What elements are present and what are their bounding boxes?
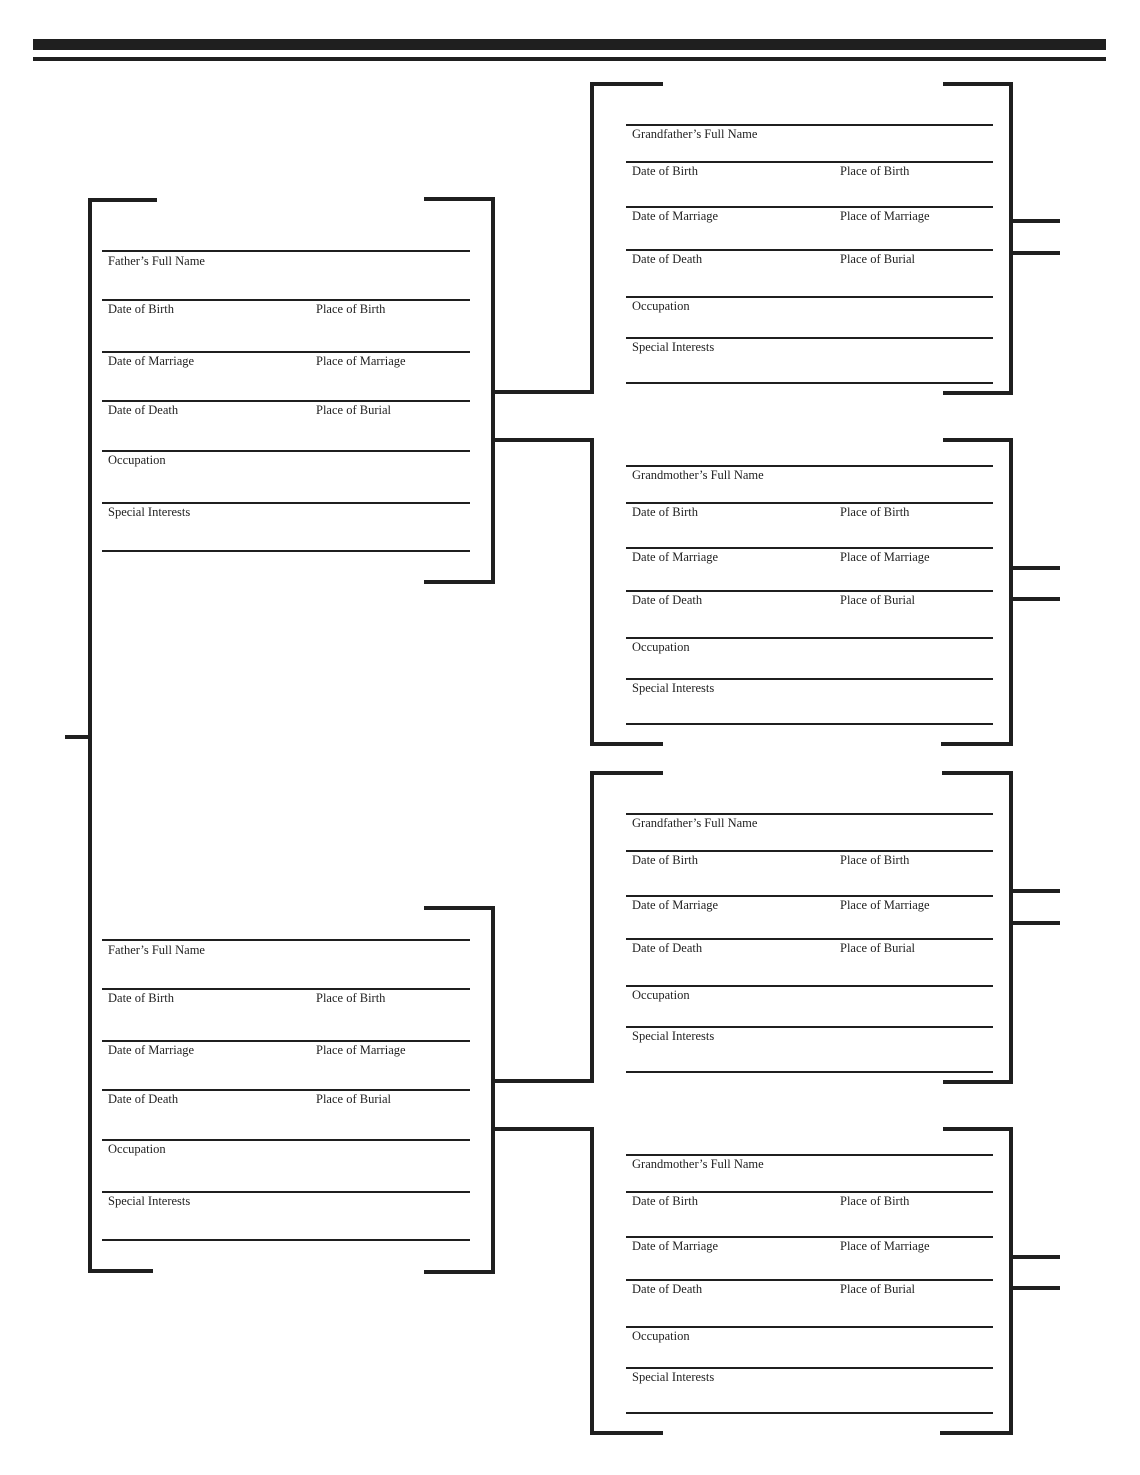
full-name-line xyxy=(102,939,470,941)
marriage-place-label: Place of Marriage xyxy=(840,209,930,223)
father2-link-grandfather xyxy=(491,1079,594,1083)
birth-date-label: Date of Birth xyxy=(632,853,698,867)
grandmother1-bracket-right-bottom-cap xyxy=(941,742,1013,746)
birth-place-label: Place of Birth xyxy=(316,991,386,1005)
marriage-date-label: Date of Marriage xyxy=(108,1043,195,1057)
grandfather-card xyxy=(626,124,993,386)
death-date-label: Date of Death xyxy=(632,252,703,266)
full-name-label: Grandmother’s Full Name xyxy=(632,468,764,482)
birth-date-label: Date of Birth xyxy=(632,1194,698,1208)
closing-line xyxy=(626,382,993,384)
marriage-line xyxy=(626,547,993,549)
birth-line xyxy=(626,161,993,163)
father2-bracket-top-cap xyxy=(424,906,495,910)
grandfather1-bracket-left-top-cap xyxy=(590,82,663,86)
death-date-label: Date of Death xyxy=(108,403,179,417)
death-date-label: Date of Death xyxy=(632,941,703,955)
grandfather1-bracket-left xyxy=(590,82,594,394)
grandfather1-link-upper xyxy=(1009,219,1060,223)
death-date-label: Date of Death xyxy=(632,1282,703,1296)
marriage-line xyxy=(102,351,470,353)
special-interests-label: Special Interests xyxy=(632,1029,715,1043)
special-interests-line xyxy=(102,502,470,504)
death-line xyxy=(626,249,993,251)
birth-line xyxy=(102,988,470,990)
occupation-label: Occupation xyxy=(632,299,690,313)
marriage-place-label: Place of Marriage xyxy=(316,1043,406,1057)
full-name-line xyxy=(626,1154,993,1156)
death-date-label: Date of Death xyxy=(632,593,703,607)
birth-date-label: Date of Birth xyxy=(632,164,698,178)
birth-place-label: Place of Birth xyxy=(840,853,910,867)
father1-link-grandmother xyxy=(491,438,594,442)
marriage-line xyxy=(626,206,993,208)
burial-place-label: Place of Burial xyxy=(316,403,391,417)
grandfather2-bracket-right-top-cap xyxy=(942,771,1013,775)
birth-date-label: Date of Birth xyxy=(108,302,174,316)
closing-line xyxy=(626,1071,993,1073)
occupation-label: Occupation xyxy=(632,988,690,1002)
grandmother1-link-upper xyxy=(1009,566,1060,570)
grandmother2-bracket-right-top-cap xyxy=(943,1127,1013,1131)
grandfather1-link-lower xyxy=(1009,251,1060,255)
grandmother2-bracket-left-bottom-cap xyxy=(590,1431,663,1435)
grandfather2-bracket-right-bottom-cap xyxy=(943,1080,1013,1084)
occupation-label: Occupation xyxy=(632,640,690,654)
marriage-place-label: Place of Marriage xyxy=(840,898,930,912)
grandfather1-bracket-right xyxy=(1009,82,1013,395)
special-interests-label: Special Interests xyxy=(108,1194,191,1208)
full-name-label: Grandmother’s Full Name xyxy=(632,1157,764,1171)
birth-line xyxy=(102,299,470,301)
grandfather2-link-upper xyxy=(1009,889,1060,893)
occupation-line xyxy=(626,637,993,639)
special-interests-label: Special Interests xyxy=(632,681,715,695)
grandmother1-bracket-left xyxy=(590,438,594,746)
special-interests-label: Special Interests xyxy=(108,505,191,519)
father2-bracket-right xyxy=(491,906,495,1274)
father1-link-grandfather xyxy=(491,390,594,394)
grandmother-card xyxy=(626,465,993,727)
marriage-place-label: Place of Marriage xyxy=(316,354,406,368)
grandmother2-bracket-left xyxy=(590,1127,594,1435)
full-name-line xyxy=(102,250,470,252)
father-card xyxy=(102,250,470,554)
marriage-date-label: Date of Marriage xyxy=(632,550,719,564)
special-interests-line xyxy=(102,1191,470,1193)
special-interests-line xyxy=(626,337,993,339)
birth-line xyxy=(626,1191,993,1193)
birth-line xyxy=(626,850,993,852)
grandmother1-bracket-right xyxy=(1009,438,1013,746)
marriage-date-label: Date of Marriage xyxy=(632,209,719,223)
marriage-place-label: Place of Marriage xyxy=(840,550,930,564)
grandfather-card xyxy=(626,813,993,1075)
death-line xyxy=(626,938,993,940)
father-card xyxy=(102,939,470,1243)
father2-link-grandmother xyxy=(491,1127,594,1131)
special-interests-line xyxy=(626,1367,993,1369)
father2-bracket-bottom-cap xyxy=(424,1270,495,1274)
special-interests-label: Special Interests xyxy=(632,340,715,354)
special-interests-line xyxy=(626,1026,993,1028)
father1-bracket-bottom-cap xyxy=(424,580,495,584)
birth-place-label: Place of Birth xyxy=(840,1194,910,1208)
marriage-line xyxy=(102,1040,470,1042)
grandmother2-link-lower xyxy=(1009,1286,1060,1290)
death-date-label: Date of Death xyxy=(108,1092,179,1106)
occupation-label: Occupation xyxy=(632,1329,690,1343)
grandfather1-bracket-right-top-cap xyxy=(943,82,1013,86)
marriage-place-label: Place of Marriage xyxy=(840,1239,930,1253)
death-line xyxy=(626,1279,993,1281)
header-thick-rule xyxy=(33,39,1106,50)
full-name-line xyxy=(626,124,993,126)
closing-line xyxy=(102,1239,470,1241)
grandmother2-bracket-right-bottom-cap xyxy=(940,1431,1013,1435)
grandfather2-bracket-left xyxy=(590,771,594,1083)
full-name-label: Father’s Full Name xyxy=(108,254,205,268)
grandmother1-bracket-left-bottom-cap xyxy=(590,742,663,746)
death-line xyxy=(102,400,470,402)
birth-place-label: Place of Birth xyxy=(840,505,910,519)
occupation-line xyxy=(102,1139,470,1141)
full-name-label: Grandfather’s Full Name xyxy=(632,127,758,141)
burial-place-label: Place of Burial xyxy=(840,941,915,955)
special-interests-line xyxy=(626,678,993,680)
occupation-line xyxy=(626,985,993,987)
grandmother1-bracket-right-top-cap xyxy=(943,438,1013,442)
marriage-line xyxy=(626,1236,993,1238)
closing-line xyxy=(626,723,993,725)
occupation-line xyxy=(102,450,470,452)
grandmother2-bracket-right xyxy=(1009,1127,1013,1435)
grandmother-card xyxy=(626,1154,993,1416)
grandfather1-bracket-right-bottom-cap xyxy=(943,391,1013,395)
birth-line xyxy=(626,502,993,504)
burial-place-label: Place of Burial xyxy=(840,252,915,266)
occupation-label: Occupation xyxy=(108,1142,166,1156)
occupation-line xyxy=(626,1326,993,1328)
grandfather2-bracket-right xyxy=(1009,771,1013,1084)
closing-line xyxy=(626,1412,993,1414)
marriage-date-label: Date of Marriage xyxy=(632,1239,719,1253)
full-name-line xyxy=(626,813,993,815)
burial-place-label: Place of Burial xyxy=(840,1282,915,1296)
marriage-date-label: Date of Marriage xyxy=(108,354,195,368)
closing-line xyxy=(102,550,470,552)
grandfather2-link-lower xyxy=(1009,921,1060,925)
grandfather2-bracket-left-top-cap xyxy=(590,771,663,775)
root-connector xyxy=(65,735,90,739)
burial-place-label: Place of Burial xyxy=(840,593,915,607)
grandmother1-link-lower xyxy=(1009,597,1060,601)
marriage-date-label: Date of Marriage xyxy=(632,898,719,912)
outer-bracket-top-cap xyxy=(88,198,157,202)
occupation-line xyxy=(626,296,993,298)
full-name-label: Father’s Full Name xyxy=(108,943,205,957)
full-name-line xyxy=(626,465,993,467)
special-interests-label: Special Interests xyxy=(632,1370,715,1384)
father1-bracket-top-cap xyxy=(424,197,495,201)
death-line xyxy=(102,1089,470,1091)
burial-place-label: Place of Burial xyxy=(316,1092,391,1106)
outer-bracket-bottom-cap xyxy=(88,1269,153,1273)
birth-place-label: Place of Birth xyxy=(316,302,386,316)
occupation-label: Occupation xyxy=(108,453,166,467)
grandmother2-link-upper xyxy=(1009,1255,1060,1259)
marriage-line xyxy=(626,895,993,897)
birth-date-label: Date of Birth xyxy=(632,505,698,519)
death-line xyxy=(626,590,993,592)
birth-place-label: Place of Birth xyxy=(840,164,910,178)
birth-date-label: Date of Birth xyxy=(108,991,174,1005)
header-thin-rule xyxy=(33,57,1106,61)
full-name-label: Grandfather’s Full Name xyxy=(632,816,758,830)
